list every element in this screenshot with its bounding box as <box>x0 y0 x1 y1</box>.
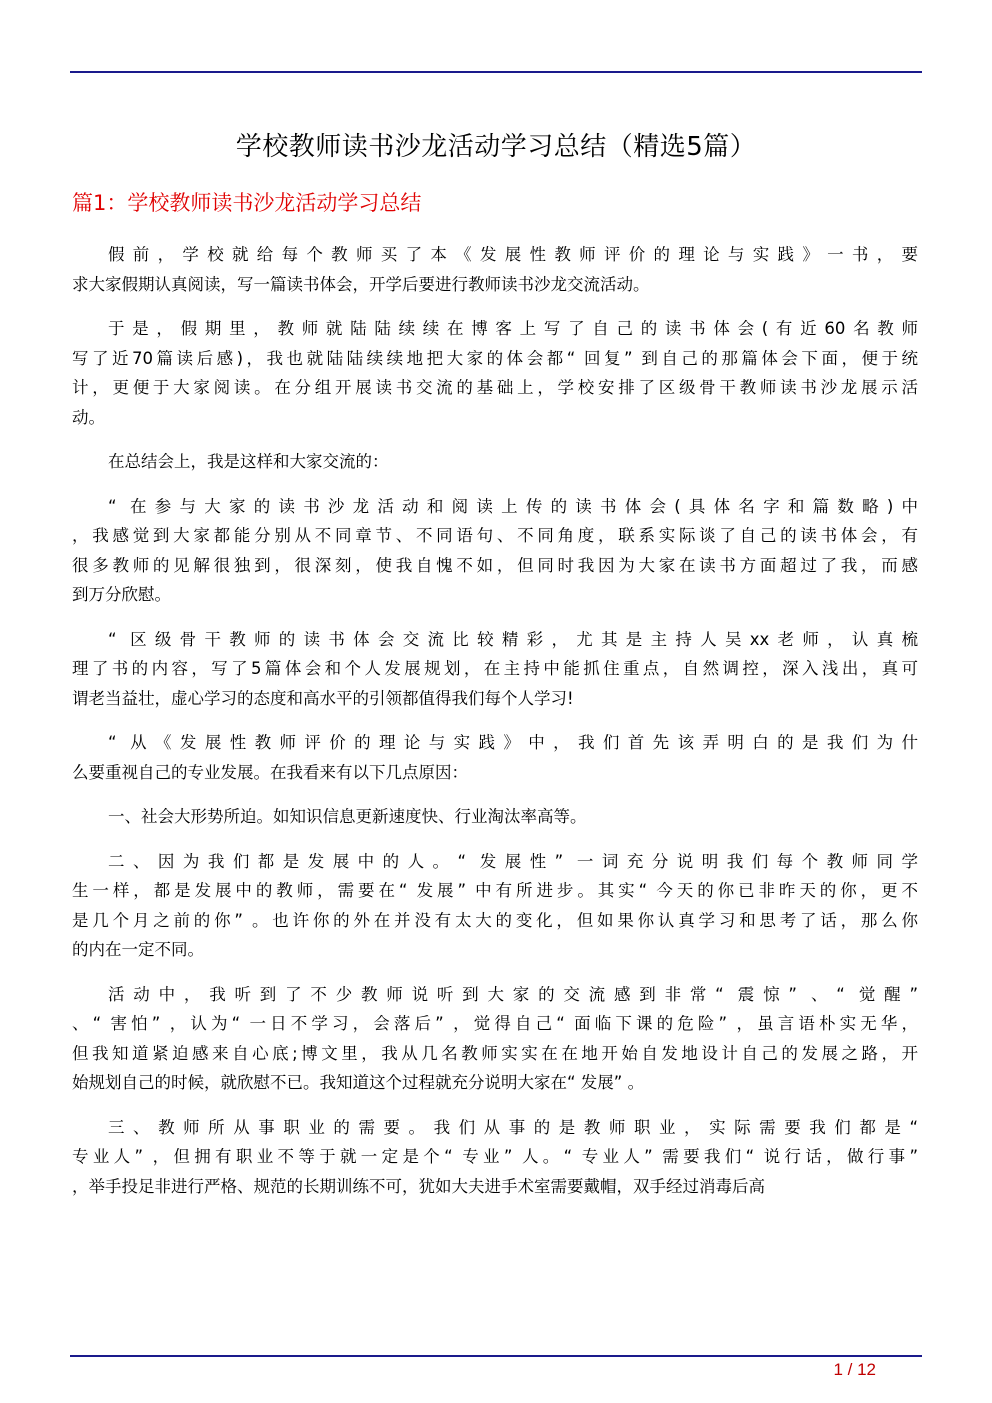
paragraph-line: 三、教师所从事职业的需要。我们从事的是教师职业，实际需要我们都是“ <box>108 1117 918 1137</box>
paragraph-line: 动。 <box>72 407 105 427</box>
paragraph-line: 专业人” ，但拥有职业不等于就一定是个“ 专业” 人。“ 专业人” 需要我们“ 说行话，做行事” <box>72 1147 918 1166</box>
paragraph-line: “ 在参与大家的读书沙龙活动和阅读上传的读书体会(具体名字和篇数略)中 <box>108 496 918 516</box>
paragraph <box>72 1113 918 1202</box>
paragraph <box>72 802 918 832</box>
section-title: 篇1：学校教师读书沙龙活动学习总结 <box>72 191 422 215</box>
paragraph-line: 生一样，都是发展中的教师，需要在“ 发展” 中有所进步。其实“ 今天的你已非昨天的你，更不 <box>72 881 918 900</box>
paragraph-line: 假前，学校就给每个教师买了本《发展性教师评价的理论与实践》一书，要 <box>108 245 918 264</box>
header-rule <box>70 71 922 73</box>
paragraph-line: ，举手投足非进行严格、规范的长期训练不可，犹如大夫进手术室需要戴帽，双手经过消毒后高 <box>72 1176 765 1196</box>
paragraph-line: 么要重视自己的专业发展。在我看来有以下几点原因： <box>72 762 468 782</box>
paragraph-line: 计，更便于大家阅读。在分组开展读书交流的基础上，学校安排了区级骨干教师读书沙龙展示活 <box>72 378 918 397</box>
paragraph-line: 理了书的内容，写了5篇体会和个人发展规划，在主持中能抓住重点，自然调控，深入浅出，真可 <box>72 659 918 678</box>
paragraph <box>72 492 918 610</box>
paragraph-line: 很多教师的见解很独到，很深刻，使我自愧不如，但同时我因为大家在读书方面超过了我，而感 <box>72 555 918 575</box>
paragraph <box>72 980 918 1098</box>
paragraph-line: 活动中，我听到了不少教师说听到大家的交流感到非常“ 震惊” 、“ 觉醒” <box>108 984 918 1004</box>
paragraph-line: 求大家假期认真阅读，写一篇读书体会，开学后要进行教师读书沙龙交流活动。 <box>72 274 650 294</box>
paragraph-line: 二、因为我们都是发展中的人。“ 发展性” 一词充分说明我们每个教师同学 <box>108 851 918 871</box>
paragraph-line: 始规划自己的时候，就欣慰不已。我知道这个过程就充分说明大家在“ 发展” 。 <box>72 1073 645 1092</box>
paragraph-line: 在总结会上，我是这样和大家交流的： <box>108 452 389 471</box>
paragraph <box>72 728 918 787</box>
paragraph <box>72 625 918 714</box>
page-number: 1 / 12 <box>833 1360 876 1379</box>
paragraph-line: 是几个月之前的你” 。也许你的外在并没有太大的变化，但如果你认真学习和思考了话，那么你 <box>72 910 918 930</box>
paragraph-line: 一、社会大形势所迫。如知识信息更新速度快、行业淘汰率高等。 <box>108 807 587 826</box>
paragraph-line: 于是，假期里，教师就陆陆续续在博客上写了自己的读书体会(有近60名教师 <box>108 319 918 338</box>
paragraph <box>72 447 918 477</box>
paragraph-line: 写了近70篇读后感)，我也就陆陆续续地把大家的体会都“ 回复” 到自己的那篇体会下面，便于统 <box>72 348 918 368</box>
document-title: 学校教师读书沙龙活动学习总结（精选5篇） <box>235 132 757 162</box>
paragraph-line: ，我感觉到大家都能分别从不同章节、不同语句、不同角度，联系实际谈了自己的读书体会，有 <box>72 526 918 545</box>
paragraph-line: 谓老当益壮，虚心学习的态度和高水平的引领都值得我们每个人学习! <box>72 688 574 708</box>
paragraph <box>72 847 918 965</box>
document-body <box>72 240 918 1216</box>
paragraph-line: 的内在一定不同。 <box>72 940 204 959</box>
paragraph-line: 、“ 害怕” ，认为“ 一日不学习，会落后” ，觉得自己“ 面临下课的危险” ，虽言语朴实无华， <box>72 1014 918 1033</box>
paragraph-line: “ 区级骨干教师的读书体会交流比较精彩，尤其是主持人吴xx老师，认真梳 <box>108 629 918 649</box>
paragraph-line: 但我知道紧迫感来自心底;博文里，我从几名教师实实在在地开始自发地设计自己的发展之路，开 <box>72 1043 918 1063</box>
footer-rule <box>70 1355 922 1357</box>
paragraph <box>72 240 918 299</box>
paragraph-line: “ 从《发展性教师评价的理论与实践》中，我们首先该弄明白的是我们为什 <box>108 733 918 752</box>
paragraph-line: 到万分欣慰。 <box>72 585 171 604</box>
paragraph <box>72 314 918 432</box>
